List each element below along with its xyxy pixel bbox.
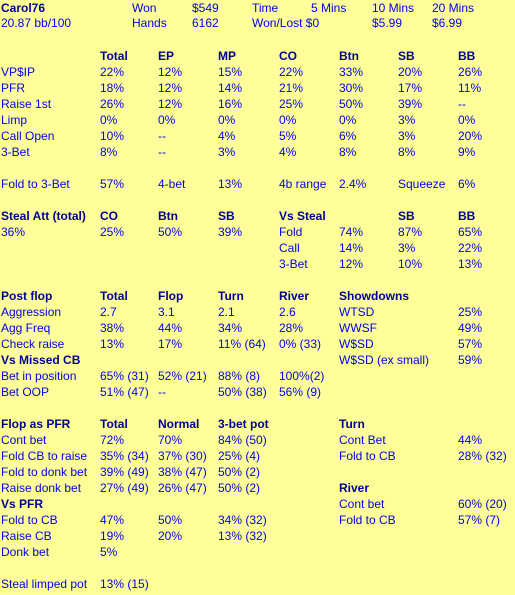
stat-value: 50% bbox=[339, 97, 364, 111]
vs-steal-value: 3% bbox=[398, 241, 416, 255]
stat-label: Bet in position bbox=[1, 369, 77, 383]
fold-to-3bet-value: 57% bbox=[100, 177, 125, 191]
stat-label: Bet OOP bbox=[1, 385, 50, 399]
time-label: Time bbox=[252, 1, 279, 15]
showdown-label: WWSF bbox=[339, 321, 377, 335]
vs-steal-value: 74% bbox=[339, 225, 364, 239]
stat-value: 39% bbox=[398, 97, 423, 111]
won-lost-20: $6.99 bbox=[432, 16, 463, 30]
river-label: Fold to CB bbox=[339, 513, 396, 527]
four-bet-value: 13% bbox=[218, 177, 243, 191]
stat-value: 28% bbox=[279, 321, 304, 335]
stat-value: 20% bbox=[458, 129, 483, 143]
bb-per-100: 20.87 bb/100 bbox=[1, 16, 72, 30]
stat-value: 21% bbox=[279, 81, 304, 95]
stat-value: 14% bbox=[218, 81, 243, 95]
stat-value: 13% bbox=[100, 337, 125, 351]
stat-value: 0% bbox=[100, 113, 118, 127]
postflop-header: Total bbox=[100, 289, 128, 303]
preflop-header: BB bbox=[458, 49, 476, 63]
pfr-header: Total bbox=[100, 417, 128, 431]
fold-to-3bet-label: Fold to 3-Bet bbox=[1, 177, 70, 191]
preflop-header: CO bbox=[279, 49, 297, 63]
stat-value: 8% bbox=[398, 145, 416, 159]
stat-label: Donk bet bbox=[1, 545, 50, 559]
stat-value: 27% (49) bbox=[100, 481, 149, 495]
won-value: $549 bbox=[192, 1, 219, 15]
stat-value: 12% bbox=[158, 97, 183, 111]
vs-steal-value: 65% bbox=[458, 225, 483, 239]
postflop-header: River bbox=[279, 289, 310, 303]
showdown-value: 49% bbox=[458, 321, 483, 335]
preflop-header: Btn bbox=[339, 49, 359, 63]
stat-value: 8% bbox=[339, 145, 357, 159]
stat-label: PFR bbox=[1, 81, 25, 95]
stat-value: -- bbox=[158, 145, 166, 159]
time-10-label: 10 Mins bbox=[372, 1, 415, 15]
stat-value: 3% bbox=[398, 129, 416, 143]
stat-label: Call Open bbox=[1, 129, 55, 143]
stat-value: 51% (47) bbox=[100, 385, 149, 399]
stat-value: 70% bbox=[158, 433, 183, 447]
time-20-label: 20 Mins bbox=[432, 1, 475, 15]
stat-value: 50% bbox=[158, 513, 183, 527]
stat-value: 10% bbox=[100, 129, 125, 143]
river-value: 60% (20) bbox=[458, 497, 507, 511]
stat-value: 25% bbox=[279, 97, 304, 111]
stat-value: 2.6 bbox=[279, 305, 296, 319]
steal-header: Btn bbox=[158, 209, 178, 223]
vs-steal-value: 10% bbox=[398, 257, 423, 271]
steal-title: Steal Att (total) bbox=[1, 209, 86, 223]
steal-value: 50% bbox=[158, 225, 183, 239]
turn-value: 44% bbox=[458, 433, 483, 447]
stat-value: 72% bbox=[100, 433, 125, 447]
squeeze-value: 6% bbox=[458, 177, 476, 191]
stat-value: 84% (50) bbox=[218, 433, 267, 447]
turn-label: Cont Bet bbox=[339, 433, 386, 447]
showdown-label: W$SD (ex small) bbox=[339, 353, 430, 367]
stat-value: 2.7 bbox=[100, 305, 117, 319]
river-label: Cont bet bbox=[339, 497, 385, 511]
turn-label: Fold to CB bbox=[339, 449, 396, 463]
stat-value: 9% bbox=[458, 145, 476, 159]
stat-value: 35% (34) bbox=[100, 449, 149, 463]
stat-value: 34% bbox=[218, 321, 243, 335]
four-bet-range-value: 2.4% bbox=[339, 177, 367, 191]
vs-steal-value: 13% bbox=[458, 257, 483, 271]
showdown-value: 59% bbox=[458, 353, 483, 367]
stat-label: 3-Bet bbox=[1, 145, 30, 159]
steal-limped-pot-label: Steal limped pot bbox=[1, 577, 88, 591]
stat-value: 16% bbox=[218, 97, 243, 111]
stat-value: 11% bbox=[458, 81, 482, 95]
vs-steal-value: 22% bbox=[458, 241, 483, 255]
postflop-header: Flop bbox=[158, 289, 184, 303]
stat-value: 26% (47) bbox=[158, 481, 207, 495]
stat-value: 0% bbox=[339, 113, 357, 127]
stat-label: Aggression bbox=[1, 305, 62, 319]
won-lost-10: $5.99 bbox=[372, 16, 403, 30]
stat-value: 4% bbox=[218, 129, 236, 143]
vs-steal-header: BB bbox=[458, 209, 476, 223]
player-name: Carol76 bbox=[1, 1, 46, 15]
squeeze-label: Squeeze bbox=[398, 177, 446, 191]
stat-value: 65% (31) bbox=[100, 369, 149, 383]
steal-value: 39% bbox=[218, 225, 243, 239]
stat-label: Fold to CB bbox=[1, 513, 58, 527]
stat-value: 3% bbox=[398, 113, 416, 127]
pfr-header: 3-bet pot bbox=[218, 417, 269, 431]
four-bet-label: 4-bet bbox=[158, 177, 186, 191]
steal-value: 25% bbox=[100, 225, 125, 239]
stat-value: 34% (32) bbox=[218, 513, 267, 527]
vs-steal-label: Fold bbox=[279, 225, 303, 239]
vs-steal-value: 12% bbox=[339, 257, 364, 271]
vs-steal-title: Vs Steal bbox=[279, 209, 326, 223]
vs-steal-label: Call bbox=[279, 241, 300, 255]
stat-value: 6% bbox=[339, 129, 357, 143]
stat-value: 17% bbox=[398, 81, 423, 95]
stat-value: 25% (4) bbox=[218, 449, 261, 463]
stat-label: Fold to donk bet bbox=[1, 465, 88, 479]
stat-value: 0% (33) bbox=[279, 337, 322, 351]
flop-as-pfr-title: Flop as PFR bbox=[1, 417, 71, 431]
postflop-title: Post flop bbox=[1, 289, 53, 303]
stat-value: 11% (64) bbox=[218, 337, 266, 351]
stat-value: 13% (32) bbox=[218, 529, 267, 543]
hands-label: Hands bbox=[132, 16, 167, 30]
stat-value: 88% (8) bbox=[218, 369, 261, 383]
stat-value: 22% bbox=[279, 65, 304, 79]
stat-value: 33% bbox=[339, 65, 364, 79]
vs-steal-value: 87% bbox=[398, 225, 423, 239]
stat-value: 38% (47) bbox=[158, 465, 207, 479]
showdown-label: W$SD bbox=[339, 337, 374, 351]
stat-value: 0% bbox=[458, 113, 476, 127]
preflop-header: EP bbox=[158, 49, 175, 63]
stat-value: 15% bbox=[218, 65, 243, 79]
stat-value: 5% bbox=[279, 129, 297, 143]
stat-value: 39% (49) bbox=[100, 465, 149, 479]
stat-label: Fold CB to raise bbox=[1, 449, 88, 463]
river-title: River bbox=[339, 481, 370, 495]
stat-value: 26% bbox=[100, 97, 125, 111]
stat-value: 20% bbox=[158, 529, 183, 543]
stat-value: 4% bbox=[279, 145, 297, 159]
vs-steal-value: 14% bbox=[339, 241, 364, 255]
stat-value: -- bbox=[158, 129, 166, 143]
steal-header: CO bbox=[100, 209, 118, 223]
vs-pfr-title: Vs PFR bbox=[1, 497, 44, 511]
stat-value: 22% bbox=[100, 65, 125, 79]
stat-value: 50% (2) bbox=[218, 465, 261, 479]
stat-value: 17% bbox=[158, 337, 183, 351]
stat-value: 20% bbox=[398, 65, 423, 79]
vs-steal-label: 3-Bet bbox=[279, 257, 308, 271]
stat-label: Agg Freq bbox=[1, 321, 51, 335]
stat-value: 44% bbox=[158, 321, 183, 335]
stat-value: 0% bbox=[218, 113, 236, 127]
preflop-header: MP bbox=[218, 49, 236, 63]
stat-value: 52% (21) bbox=[158, 369, 207, 383]
stat-value: 18% bbox=[100, 81, 125, 95]
stat-value: -- bbox=[158, 385, 166, 399]
showdown-value: 25% bbox=[458, 305, 483, 319]
hands-value: 6162 bbox=[192, 16, 219, 30]
steal-total-value: 36% bbox=[1, 225, 26, 239]
showdown-label: WTSD bbox=[339, 305, 375, 319]
four-bet-range-label: 4b range bbox=[279, 177, 327, 191]
steal-header: SB bbox=[218, 209, 235, 223]
stat-label: Raise 1st bbox=[1, 97, 52, 111]
stat-value: 5% bbox=[100, 545, 118, 559]
stat-value: 38% bbox=[100, 321, 125, 335]
stat-value: 100%(2) bbox=[279, 369, 325, 383]
stat-value: 3% bbox=[218, 145, 236, 159]
stat-value: 26% bbox=[458, 65, 483, 79]
pfr-header: Normal bbox=[158, 417, 200, 431]
stat-value: 12% bbox=[158, 65, 183, 79]
stat-value: 2.1 bbox=[218, 305, 235, 319]
stat-label: Raise donk bet bbox=[1, 481, 82, 495]
postflop-header: Turn bbox=[218, 289, 244, 303]
stat-value: 0% bbox=[158, 113, 176, 127]
stat-value: 0% bbox=[279, 113, 297, 127]
stat-value: 30% bbox=[339, 81, 364, 95]
stat-label: Cont bet bbox=[1, 433, 47, 447]
vs-missed-cb-title: Vs Missed CB bbox=[1, 353, 81, 367]
won-lost-label: Won/Lost $0 bbox=[252, 16, 320, 30]
stat-label: Raise CB bbox=[1, 529, 52, 543]
river-value: 57% (7) bbox=[458, 513, 501, 527]
turn-value: 28% (32) bbox=[458, 449, 507, 463]
stat-value: 47% bbox=[100, 513, 125, 527]
steal-limped-pot-value: 13% (15) bbox=[100, 577, 149, 591]
won-label: Won bbox=[132, 1, 157, 15]
turn-title: Turn bbox=[339, 417, 365, 431]
stat-label: Check raise bbox=[1, 337, 65, 351]
stat-value: 12% bbox=[158, 81, 183, 95]
stat-value: 56% (9) bbox=[279, 385, 322, 399]
showdowns-title: Showdowns bbox=[339, 289, 409, 303]
stat-value: 8% bbox=[100, 145, 118, 159]
stat-value: -- bbox=[458, 97, 466, 111]
preflop-header: Total bbox=[100, 49, 128, 63]
preflop-header: SB bbox=[398, 49, 415, 63]
showdown-value: 57% bbox=[458, 337, 483, 351]
time-5-label: 5 Mins bbox=[311, 1, 347, 15]
stat-value: 50% (38) bbox=[218, 385, 267, 399]
stat-value: 19% bbox=[100, 529, 125, 543]
vs-steal-header: SB bbox=[398, 209, 415, 223]
stat-label: Limp bbox=[1, 113, 28, 127]
stat-value: 37% (30) bbox=[158, 449, 207, 463]
stat-value: 50% (2) bbox=[218, 481, 261, 495]
stat-label: VP$IP bbox=[1, 65, 36, 79]
stat-value: 3.1 bbox=[158, 305, 175, 319]
